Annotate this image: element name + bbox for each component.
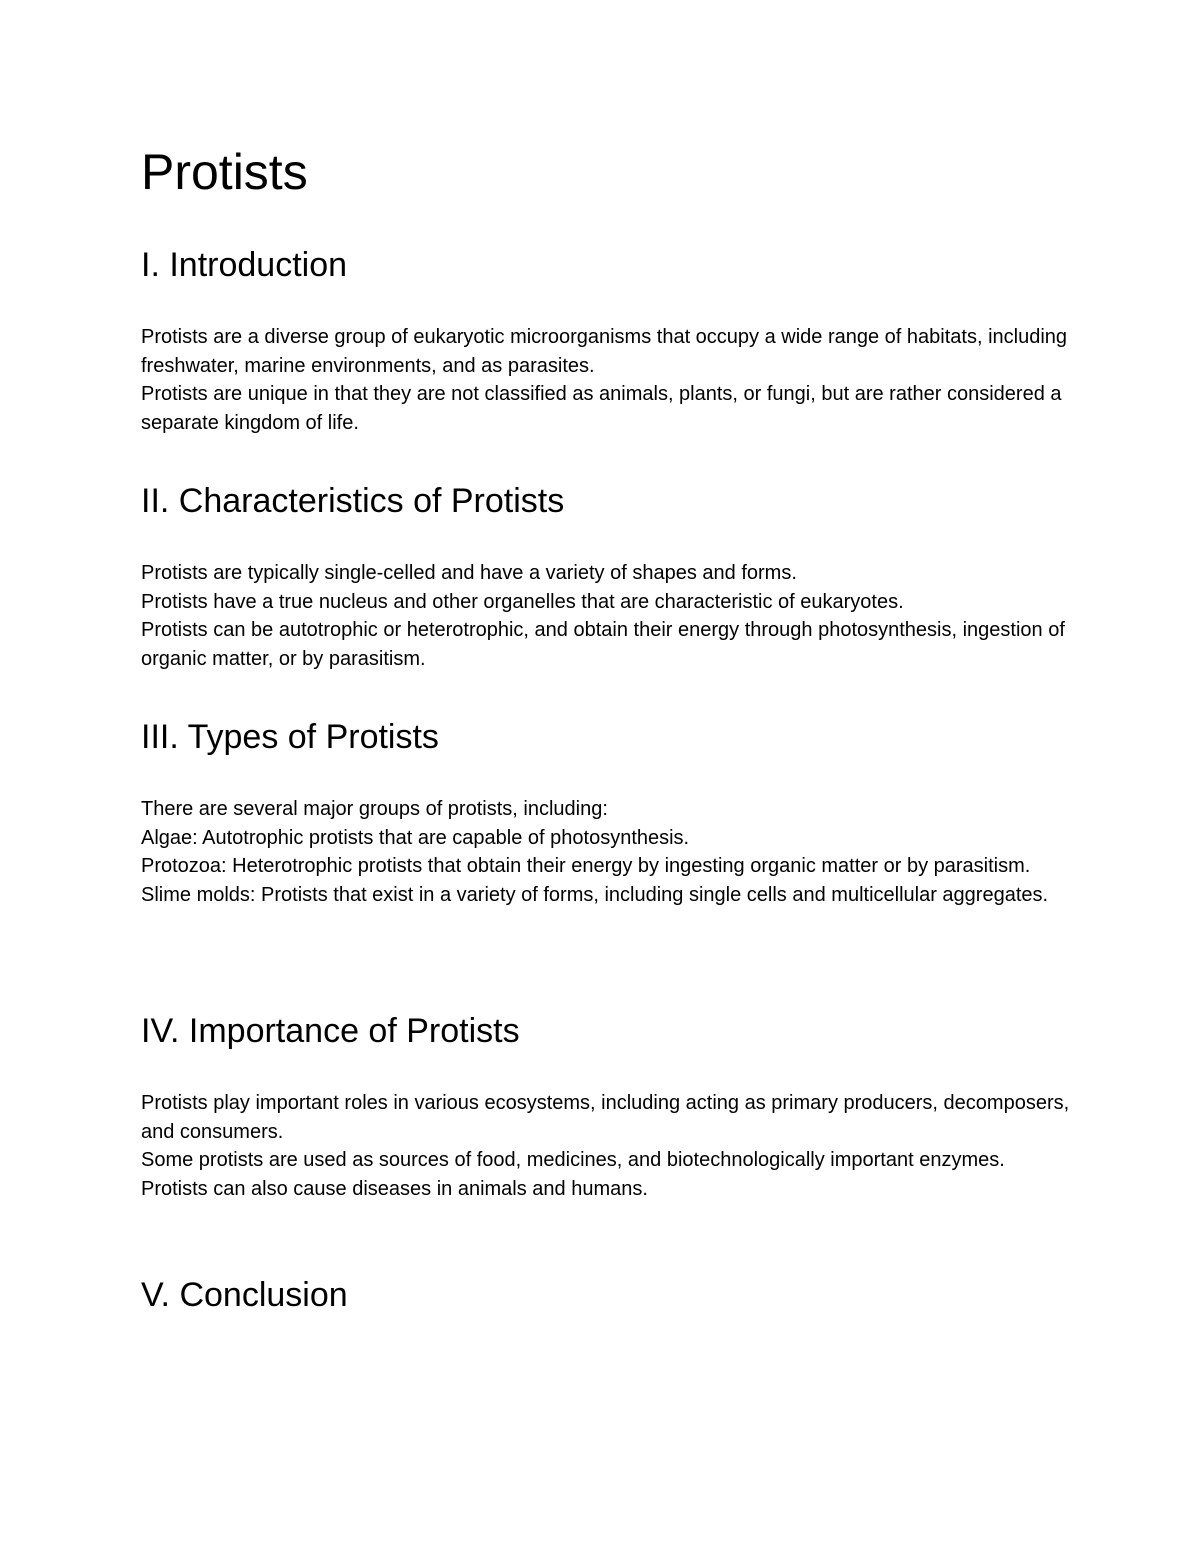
paragraph: Slime molds: Protists that exist in a variety of forms, including single cells and multicellular aggregates. [141, 883, 1049, 906]
paragraph: Protists are a diverse group of eukaryotic microorganisms that occupy a wide range of habitats, including freshwater, marine environments, and as parasites. [141, 326, 1068, 377]
paragraph: Protists are typically single-celled and have a variety of shapes and forms. [141, 562, 797, 584]
section-characteristics [141, 479, 1081, 673]
paragraph: There are several major groups of protists, including: [141, 798, 608, 820]
paragraph: Protists can also cause diseases in animals and humans. [141, 1177, 648, 1200]
paragraph: Protists have a true nucleus and other organelles that are characteristic of eukaryotes. [141, 590, 904, 613]
section-heading: V. Conclusion [141, 1276, 348, 1314]
section-introduction [141, 243, 1081, 437]
document-page [141, 0, 1081, 1553]
section-importance [141, 1009, 1081, 1203]
paragraph: Protists are unique in that they are not classified as animals, plants, or fungi, but are rather considered a separate kingdom of life. [141, 383, 1062, 434]
section-types [141, 715, 1081, 909]
paragraph: Protozoa: Heterotrophic protists that obtain their energy by ingesting organic matter or by parasitism. [141, 855, 1031, 877]
section-heading: II. Characteristics of Protists [141, 482, 565, 520]
section-body [141, 1089, 1081, 1203]
section-body [141, 795, 1081, 909]
section-body [141, 559, 1081, 673]
section-conclusion [141, 1273, 1081, 1317]
document-title: Protists [141, 144, 308, 200]
paragraph: Algae: Autotrophic protists that are capable of photosynthesis. [141, 826, 690, 849]
section-heading: III. Types of Protists [141, 718, 439, 756]
section-heading: I. Introduction [141, 246, 348, 284]
paragraph: Protists play important roles in various ecosystems, including acting as primary producers, decomposers, and consumers. [141, 1092, 1070, 1143]
section-heading: IV. Importance of Protists [141, 1012, 520, 1050]
section-body [141, 323, 1081, 437]
paragraph: Protists can be autotrophic or heterotrophic, and obtain their energy through photosynthesis, ingestion of organic matter, or by parasitism. [141, 619, 1065, 670]
paragraph: Some protists are used as sources of food, medicines, and biotechnologically important enzymes. [141, 1149, 1005, 1171]
